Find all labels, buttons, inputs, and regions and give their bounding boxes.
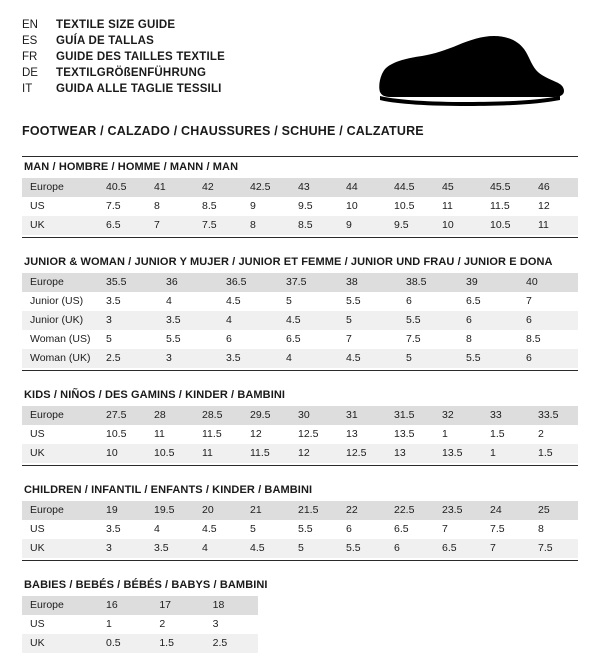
cell: 12 <box>530 197 578 216</box>
cell: 1.5 <box>482 425 530 444</box>
cell: 21 <box>242 501 290 520</box>
cell: 21.5 <box>290 501 338 520</box>
row-label: Europe <box>22 501 98 520</box>
cell: 1 <box>482 444 530 463</box>
cell-empty <box>311 615 364 634</box>
cell: 7.5 <box>398 330 458 349</box>
row-label: Europe <box>22 596 98 615</box>
cell: 4 <box>158 292 218 311</box>
cell: 28 <box>146 406 194 425</box>
size-table-man <box>22 178 578 235</box>
cell: 6.5 <box>386 520 434 539</box>
divider <box>22 465 578 466</box>
row-label: US <box>22 520 98 539</box>
cell: 27.5 <box>98 406 146 425</box>
table-row <box>22 330 578 349</box>
cell: 5.5 <box>338 292 398 311</box>
page-header <box>22 18 578 110</box>
cell: 18 <box>205 596 258 615</box>
cell: 8 <box>530 520 578 539</box>
cell: 6.5 <box>278 330 338 349</box>
divider <box>22 156 578 157</box>
cell: 8 <box>146 197 194 216</box>
cell: 10.5 <box>146 444 194 463</box>
language-row <box>22 66 225 81</box>
section-title: KIDS / NIÑOS / DES GAMINS / KINDER / BAMBINI <box>24 389 286 401</box>
language-code: EN <box>22 19 38 31</box>
cell: 44 <box>338 178 386 197</box>
cell-empty <box>525 634 578 653</box>
cell: 7 <box>518 292 578 311</box>
table-row <box>22 501 578 520</box>
cell: 4 <box>278 349 338 368</box>
row-label: Woman (US) <box>22 330 98 349</box>
section-kids <box>22 389 578 466</box>
language-code: ES <box>22 35 38 47</box>
table-row <box>22 349 578 368</box>
size-table-junior-woman <box>22 273 578 368</box>
cell: 13.5 <box>434 444 482 463</box>
section-title: BABIES / BEBÉS / BÉBÉS / BABYS / BAMBINI <box>24 579 268 591</box>
page-title: FOOTWEAR / CALZADO / CHAUSSURES / SCHUHE / CALZATURE <box>22 124 424 138</box>
cell: 11 <box>146 425 194 444</box>
language-code: IT <box>22 83 33 95</box>
cell: 19 <box>98 501 146 520</box>
cell: 40.5 <box>98 178 146 197</box>
cell: 32 <box>434 406 482 425</box>
cell-empty <box>258 634 311 653</box>
cell: 10 <box>434 216 482 235</box>
table-row <box>22 406 578 425</box>
section-babies <box>22 579 578 653</box>
cell: 13 <box>338 425 386 444</box>
cell: 4.5 <box>194 520 242 539</box>
cell: 30 <box>290 406 338 425</box>
language-titles <box>22 18 225 97</box>
cell: 1.5 <box>151 634 204 653</box>
cell: 10.5 <box>98 425 146 444</box>
language-code: FR <box>22 51 38 63</box>
cell: 37.5 <box>278 273 338 292</box>
cell: 6 <box>518 311 578 330</box>
cell: 7 <box>146 216 194 235</box>
cell: 9 <box>242 197 290 216</box>
row-label: UK <box>22 634 98 653</box>
cell: 7.5 <box>194 216 242 235</box>
cell: 45.5 <box>482 178 530 197</box>
cell: 2 <box>151 615 204 634</box>
cell-empty <box>525 615 578 634</box>
cell: 5 <box>290 539 338 558</box>
cell: 33.5 <box>530 406 578 425</box>
language-title: GUIDE DES TAILLES TEXTILE <box>56 51 225 63</box>
cell: 6 <box>518 349 578 368</box>
cell-empty <box>365 634 418 653</box>
cell: 6 <box>386 539 434 558</box>
cell: 11.5 <box>242 444 290 463</box>
cell: 2 <box>530 425 578 444</box>
cell: 38 <box>338 273 398 292</box>
cell: 4.5 <box>278 311 338 330</box>
cell: 1.5 <box>530 444 578 463</box>
row-label: UK <box>22 444 98 463</box>
cell: 8 <box>242 216 290 235</box>
cell: 45 <box>434 178 482 197</box>
table-row <box>22 178 578 197</box>
cell: 7 <box>434 520 482 539</box>
cell: 3.5 <box>146 539 194 558</box>
section-title: JUNIOR & WOMAN / JUNIOR Y MUJER / JUNIOR ET FEMME / JUNIOR UND FRAU / JUNIOR E DONA <box>24 256 553 268</box>
cell: 3.5 <box>98 292 158 311</box>
row-label: Junior (US) <box>22 292 98 311</box>
cell: 3 <box>98 311 158 330</box>
table-row <box>22 292 578 311</box>
cell: 43 <box>290 178 338 197</box>
row-label: US <box>22 197 98 216</box>
cell: 33 <box>482 406 530 425</box>
cell: 38.5 <box>398 273 458 292</box>
cell: 11.5 <box>482 197 530 216</box>
language-row <box>22 34 225 49</box>
cell: 1 <box>98 615 151 634</box>
cell: 19.5 <box>146 501 194 520</box>
cell: 35.5 <box>98 273 158 292</box>
cell: 3 <box>98 539 146 558</box>
cell-empty <box>418 634 471 653</box>
language-code: DE <box>22 67 38 79</box>
cell: 7 <box>338 330 398 349</box>
cell: 29.5 <box>242 406 290 425</box>
divider <box>22 370 578 371</box>
table-row <box>22 273 578 292</box>
cell: 10 <box>98 444 146 463</box>
cell: 39 <box>458 273 518 292</box>
cell: 31.5 <box>386 406 434 425</box>
cell: 5.5 <box>158 330 218 349</box>
table-row <box>22 444 578 463</box>
row-label: Junior (UK) <box>22 311 98 330</box>
cell-empty <box>471 596 524 615</box>
divider <box>22 560 578 561</box>
cell: 4.5 <box>242 539 290 558</box>
table-row <box>22 311 578 330</box>
cell: 3.5 <box>218 349 278 368</box>
cell: 5.5 <box>338 539 386 558</box>
cell: 11.5 <box>194 425 242 444</box>
cell-empty <box>258 596 311 615</box>
cell: 5 <box>338 311 398 330</box>
cell: 7.5 <box>530 539 578 558</box>
cell: 42.5 <box>242 178 290 197</box>
cell-empty <box>258 615 311 634</box>
row-label: Europe <box>22 273 98 292</box>
cell: 4 <box>218 311 278 330</box>
cell: 6.5 <box>434 539 482 558</box>
cell: 22 <box>338 501 386 520</box>
language-row <box>22 82 225 97</box>
cell: 8.5 <box>518 330 578 349</box>
row-label: Woman (UK) <box>22 349 98 368</box>
cell: 6 <box>458 311 518 330</box>
section-children <box>22 484 578 561</box>
cell: 25 <box>530 501 578 520</box>
cell: 5.5 <box>398 311 458 330</box>
cell: 0.5 <box>98 634 151 653</box>
cell: 41 <box>146 178 194 197</box>
size-table-kids <box>22 406 578 463</box>
cell: 3 <box>158 349 218 368</box>
cell: 8.5 <box>290 216 338 235</box>
cell: 3 <box>205 615 258 634</box>
size-table-babies <box>22 596 578 653</box>
language-row <box>22 50 225 65</box>
cell-empty <box>311 596 364 615</box>
cell-empty <box>365 615 418 634</box>
cell: 9.5 <box>386 216 434 235</box>
cell: 5 <box>242 520 290 539</box>
cell: 9.5 <box>290 197 338 216</box>
language-title: TEXTILGRÖßENFÜHRUNG <box>56 67 207 79</box>
cell: 24 <box>482 501 530 520</box>
cell: 3.5 <box>158 311 218 330</box>
size-table-children <box>22 501 578 558</box>
cell: 8.5 <box>194 197 242 216</box>
cell: 42 <box>194 178 242 197</box>
cell: 5.5 <box>458 349 518 368</box>
cell: 7 <box>482 539 530 558</box>
section-man <box>22 156 578 238</box>
cell-empty <box>525 596 578 615</box>
cell: 5 <box>98 330 158 349</box>
cell: 6 <box>398 292 458 311</box>
row-label: UK <box>22 539 98 558</box>
cell: 10.5 <box>386 197 434 216</box>
language-row <box>22 18 225 33</box>
cell: 12 <box>242 425 290 444</box>
cell: 6.5 <box>98 216 146 235</box>
cell-empty <box>311 634 364 653</box>
cell: 6.5 <box>458 292 518 311</box>
cell: 12 <box>290 444 338 463</box>
cell: 6 <box>338 520 386 539</box>
language-title: GUÍA DE TALLAS <box>56 35 154 47</box>
cell-empty <box>418 615 471 634</box>
cell: 4 <box>194 539 242 558</box>
cell: 36.5 <box>218 273 278 292</box>
cell-empty <box>418 596 471 615</box>
table-row <box>22 520 578 539</box>
cell: 2.5 <box>98 349 158 368</box>
dress-shoe-icon <box>368 30 568 110</box>
table-row <box>22 425 578 444</box>
cell: 22.5 <box>386 501 434 520</box>
cell: 7.5 <box>98 197 146 216</box>
cell: 46 <box>530 178 578 197</box>
cell-empty <box>365 596 418 615</box>
cell: 23.5 <box>434 501 482 520</box>
section-title: MAN / HOMBRE / HOMME / MANN / MAN <box>24 161 239 173</box>
cell: 28.5 <box>194 406 242 425</box>
cell: 13 <box>386 444 434 463</box>
section-junior-woman <box>22 256 578 371</box>
cell: 11 <box>434 197 482 216</box>
cell: 10 <box>338 197 386 216</box>
cell: 12.5 <box>338 444 386 463</box>
cell: 6 <box>218 330 278 349</box>
cell: 40 <box>518 273 578 292</box>
language-title: GUIDA ALLE TAGLIE TESSILI <box>56 83 222 95</box>
row-label: Europe <box>22 406 98 425</box>
section-title: CHILDREN / INFANTIL / ENFANTS / KINDER / BAMBINI <box>24 484 313 496</box>
table-row <box>22 634 578 653</box>
divider <box>22 237 578 238</box>
table-row <box>22 615 578 634</box>
cell: 5 <box>398 349 458 368</box>
cell: 7.5 <box>482 520 530 539</box>
cell-empty <box>471 634 524 653</box>
cell-empty <box>471 615 524 634</box>
cell: 9 <box>338 216 386 235</box>
cell: 4.5 <box>338 349 398 368</box>
cell: 2.5 <box>205 634 258 653</box>
language-title: TEXTILE SIZE GUIDE <box>56 19 176 31</box>
cell: 20 <box>194 501 242 520</box>
cell: 10.5 <box>482 216 530 235</box>
table-row <box>22 596 578 615</box>
cell: 36 <box>158 273 218 292</box>
cell: 4.5 <box>218 292 278 311</box>
row-label: Europe <box>22 178 98 197</box>
cell: 11 <box>194 444 242 463</box>
cell: 11 <box>530 216 578 235</box>
cell: 44.5 <box>386 178 434 197</box>
table-row <box>22 197 578 216</box>
cell: 5 <box>278 292 338 311</box>
cell: 3.5 <box>98 520 146 539</box>
cell: 13.5 <box>386 425 434 444</box>
table-row <box>22 216 578 235</box>
cell: 4 <box>146 520 194 539</box>
cell: 17 <box>151 596 204 615</box>
cell: 8 <box>458 330 518 349</box>
row-label: UK <box>22 216 98 235</box>
row-label: US <box>22 615 98 634</box>
cell: 1 <box>434 425 482 444</box>
table-row <box>22 539 578 558</box>
cell: 5.5 <box>290 520 338 539</box>
cell: 16 <box>98 596 151 615</box>
row-label: US <box>22 425 98 444</box>
cell: 12.5 <box>290 425 338 444</box>
cell: 31 <box>338 406 386 425</box>
